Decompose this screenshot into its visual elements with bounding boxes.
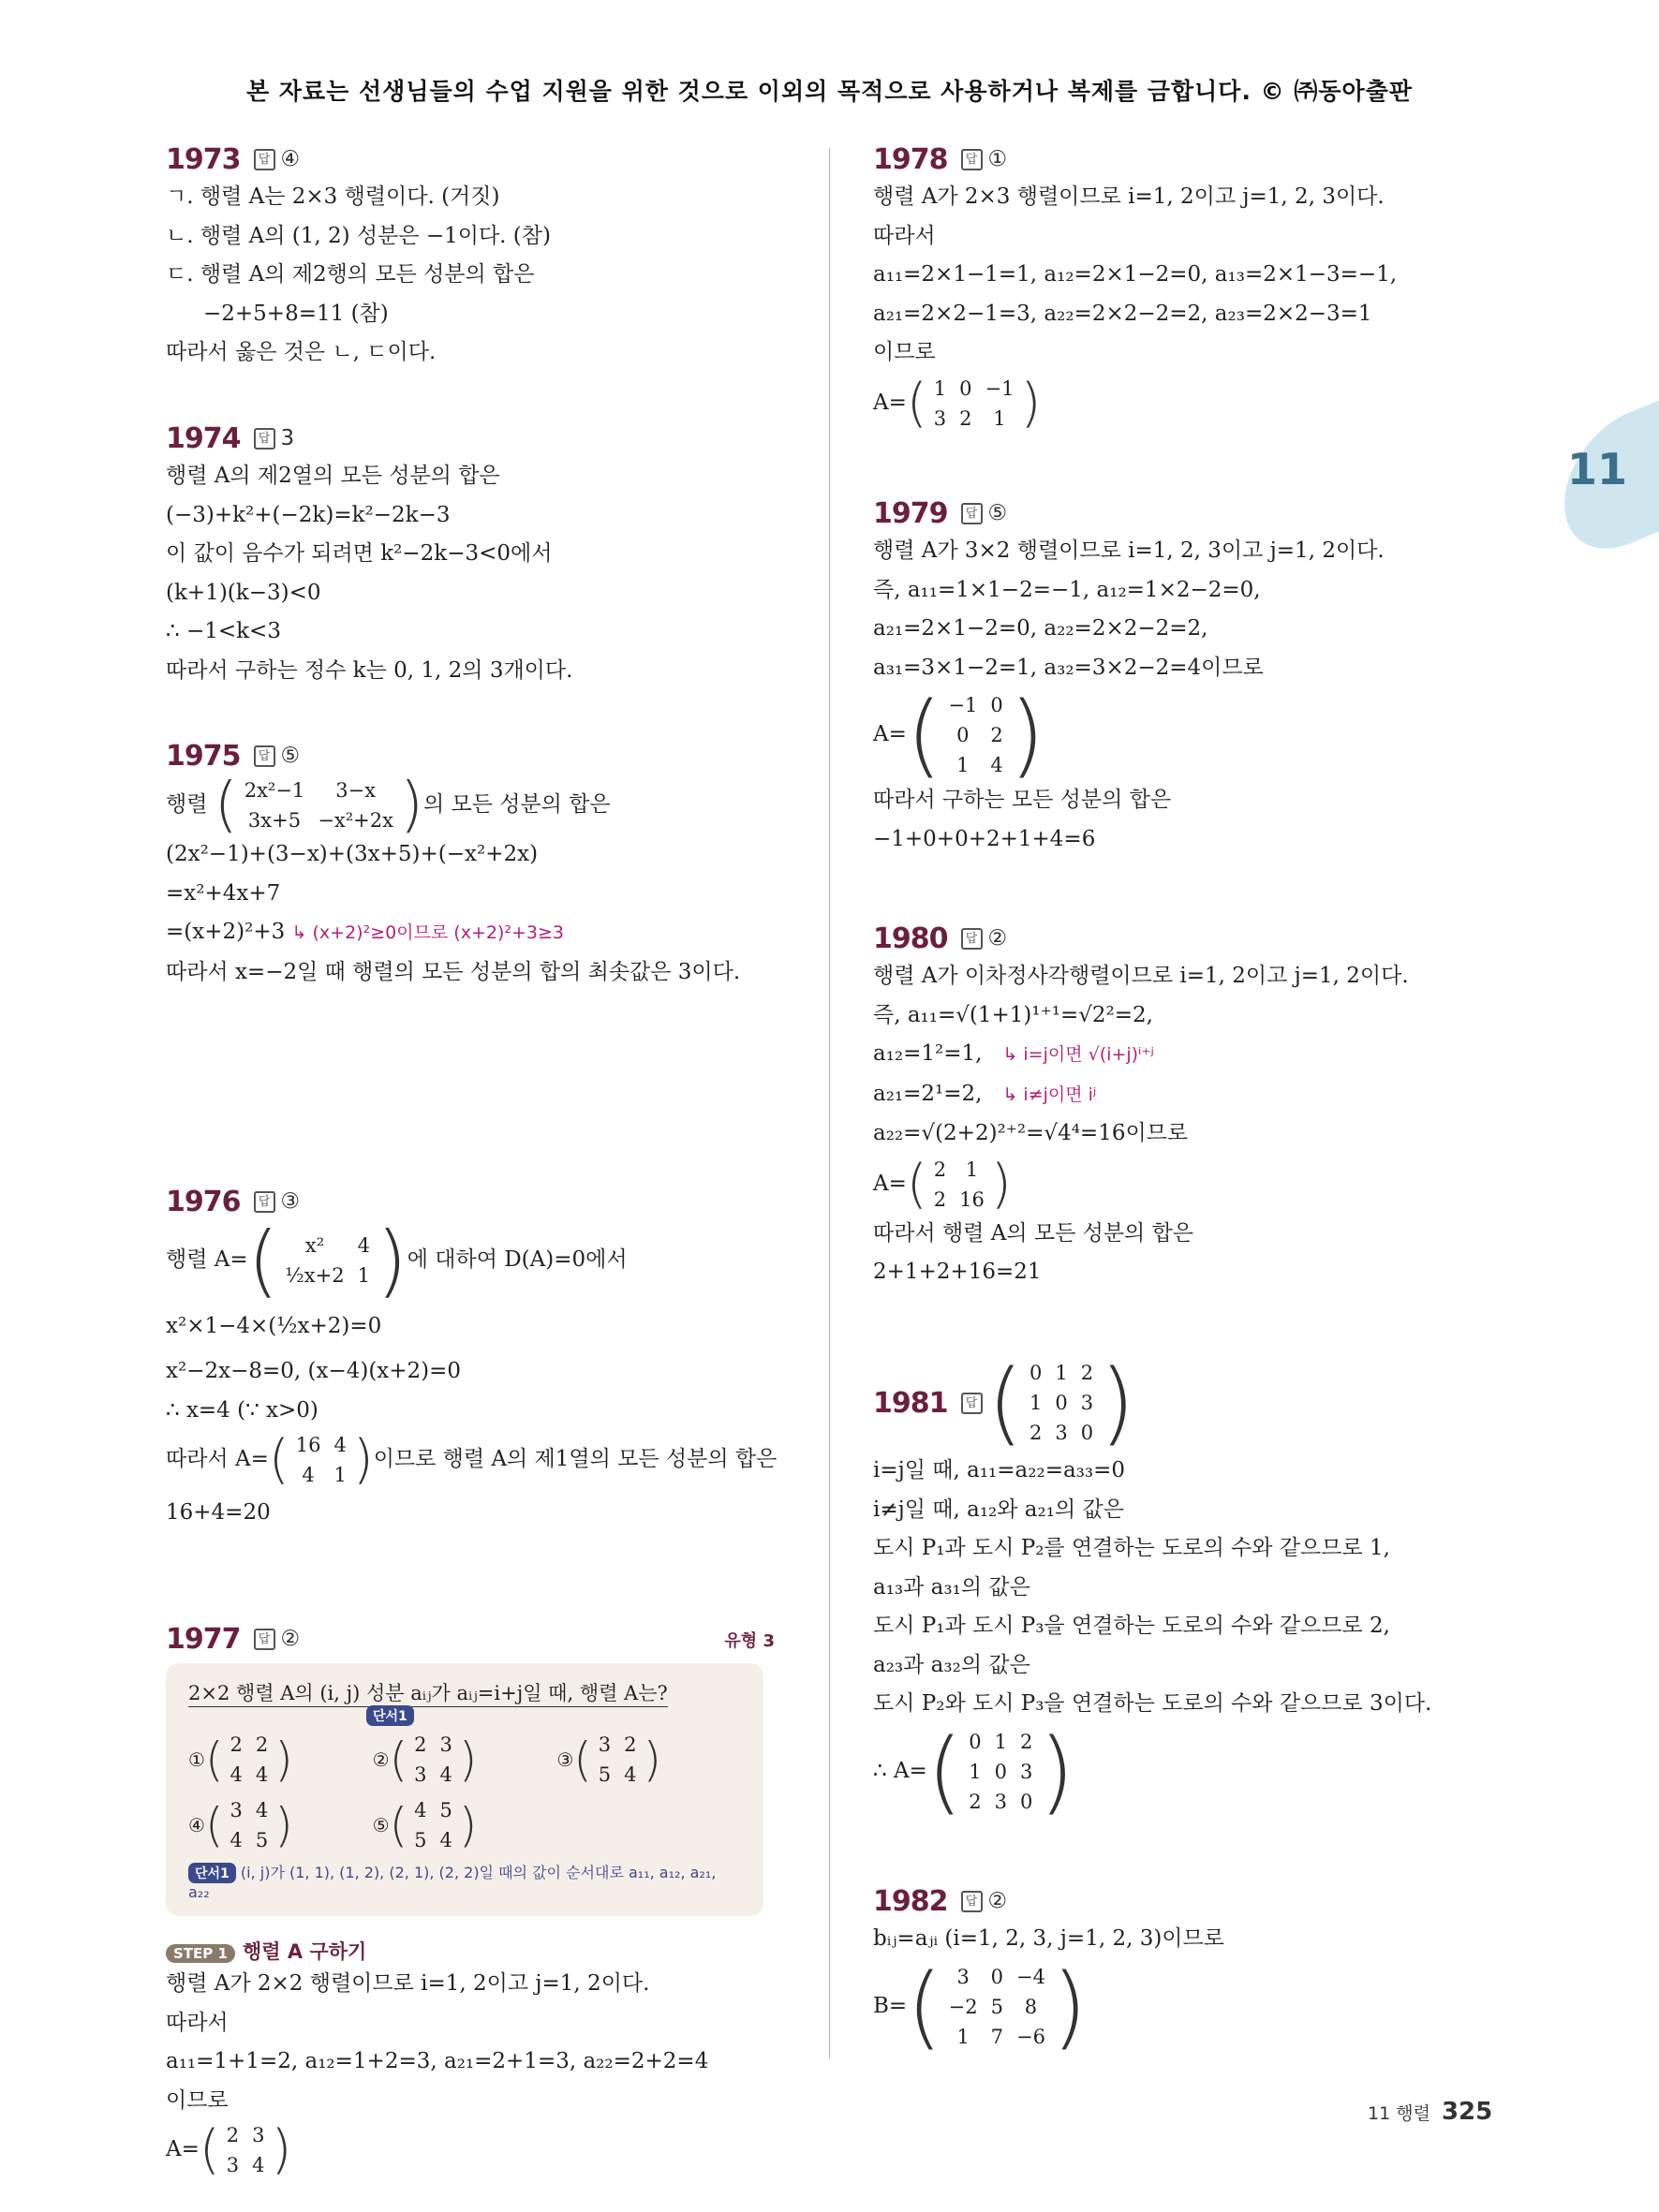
copyright-banner: 본 자료는 선생님들의 수업 지원을 위한 것으로 이외의 목적으로 사용하거나 복제를 금합니다. © ㈜동아출판 (246, 78, 1413, 105)
answer-icon: 답 (254, 1191, 275, 1213)
matrix-cell: 1 (933, 376, 947, 400)
matrix-cell: 4 (333, 1434, 347, 1456)
matrix-cell: 0 (1055, 1392, 1068, 1414)
choice-label: ④ (188, 1814, 205, 1836)
answer-icon: 답 (254, 745, 275, 767)
column-divider (829, 148, 830, 2058)
matrix-line (166, 2120, 784, 2180)
answer-value: ② (280, 1627, 301, 1651)
problem-1982 (873, 1882, 1473, 2059)
matrix-cell: 3 (414, 1763, 427, 1786)
matrix-cell: 3 (598, 1733, 612, 1756)
solution-line (873, 1035, 1473, 1075)
problem-1978 (873, 140, 1473, 434)
solution-line: 행렬 A가 2×3 행렬이므로 i=1, 2이고 j=1, 2, 3이다. (873, 184, 1385, 209)
matrix-cell: 1 (993, 406, 1006, 430)
answer-icon: 답 (961, 1891, 983, 1912)
side-note: ↳ i≠j이면 iʲ (1002, 1084, 1097, 1105)
matrix-cell: 5 (439, 1799, 452, 1821)
matrix-cell: 1 (357, 1264, 370, 1287)
solution-line: (2x²−1)+(3−x)+(3x+5)+(−x²+2x) (166, 842, 539, 866)
matrix-cell: 2 (1080, 1362, 1094, 1384)
matrix-cell: 2 (414, 1733, 427, 1756)
solution-line: 행렬 A가 2×2 행렬이므로 i=1, 2이고 j=1, 2이다. (166, 1971, 650, 1996)
problem-number: 1981 (873, 1386, 948, 1420)
matrix-cell: 0 (994, 1760, 1008, 1783)
matrix-cell: 2 (990, 724, 1003, 746)
matrix-cell: 0 (990, 1965, 1003, 1988)
solution-line: 따라서 구하는 모든 성분의 합은 (873, 788, 1172, 812)
question-box (166, 1663, 763, 1916)
solution-line: ㄷ. 행렬 A의 제2행의 모든 성분의 합은 (166, 262, 535, 287)
problem-1976 (166, 1183, 784, 1533)
matrix: ( 16 4 4 1 ) (268, 1429, 374, 1490)
matrix-cell: 16 (959, 1187, 985, 1211)
matrix-cell: 2 (230, 1733, 243, 1756)
solution-line: 즉, a₁₁=1×1−2=−1, a₁₂=1×2−2=0, (873, 577, 1261, 602)
matrix-cell: 0 (1080, 1422, 1094, 1444)
matrix-cell: 2 (624, 1733, 637, 1756)
solution-line: −1+0+0+2+1+4=6 (873, 826, 1096, 851)
problem-1977 (166, 1620, 784, 2180)
matrix-line (873, 683, 1473, 788)
clue-badge: 단서1 (366, 1705, 414, 1726)
matrix: ( 0 1 2 1 0 3 2 3 0 ) (926, 1718, 1074, 1824)
solution-line: ∴ −1<k<3 (166, 619, 281, 643)
solution-line: a₂₁=2×1−2=0, a₂₂=2×2−2=2, (873, 616, 1208, 641)
matrix-cell: 0 (959, 376, 972, 400)
matrix-cell: ½x+2 (285, 1264, 345, 1287)
matrix: ( 2 3 3 4 ) (199, 2119, 292, 2180)
problem-number: 1973 (166, 142, 241, 176)
problem-number: 1975 (166, 739, 241, 773)
choice-label: ① (188, 1748, 205, 1771)
answer-value: ④ (280, 147, 301, 171)
solution-line: ∴ x=4 (∵ x>0) (166, 1397, 318, 1423)
matrix-cell: 4 (230, 1763, 243, 1786)
solution-line: 따라서 옳은 것은 ㄴ, ㄷ이다. (166, 340, 437, 364)
matrix-cell: 3 (1080, 1392, 1094, 1414)
matrix-cell: 2 (969, 1790, 982, 1813)
matrix-cell: 1 (956, 754, 970, 776)
matrix: ( 2 2 4 4 ) (205, 1730, 293, 1790)
solution-line: 행렬 A가 이차정사각행렬이므로 i=1, 2이고 j=1, 2이다. (873, 964, 1409, 988)
problem-number: 1978 (873, 142, 948, 176)
matrix-cell: −4 (1015, 1965, 1045, 1988)
solution-line: x²−2x−8=0, (x−4)(x+2)=0 (166, 1359, 462, 1383)
matrix-cell: 4 (230, 1829, 243, 1851)
problem-header (873, 1350, 1473, 1455)
matrix-cell: 1 (969, 1760, 982, 1783)
matrix-cell: 2 (226, 2124, 240, 2146)
problem-1974 (166, 420, 784, 690)
solution-line: a₂₃과 a₃₂의 값은 (873, 1652, 1030, 1677)
matrix: ( 1 0 −1 3 2 1 ) (906, 372, 1042, 434)
text: a₁₂=1²=1, (873, 1041, 983, 1066)
choice-label: ⑤ (372, 1814, 390, 1836)
text: ∴ A= (873, 1758, 927, 1783)
problem-number: 1977 (166, 1622, 241, 1656)
matrix-cell: 1 (1055, 1362, 1068, 1384)
matrix-cell: 3 (230, 1799, 243, 1821)
solution-line: 이므로 (166, 2087, 229, 2113)
matrix-cell: 2 (255, 1733, 269, 1756)
answer-icon: 답 (254, 428, 275, 450)
solution-line: 2+1+2+16=21 (873, 1260, 1042, 1284)
answer-value: ③ (280, 1189, 301, 1214)
text: 의 모든 성분의 합은 (422, 792, 611, 817)
solution-line: a₂₂=√(2+2)²⁺²=√4⁴=16이므로 (873, 1121, 1189, 1145)
step-badge: STEP 1 (166, 1944, 235, 1963)
problem-1973 (166, 140, 784, 373)
matrix: ( 3 0 −4 −2 5 8 1 7 −6 ) (907, 1954, 1088, 2059)
answer-value: ② (987, 1889, 1008, 1913)
note-text: (x+2)²≥0이므로 (x+2)²+3≥3 (312, 922, 565, 943)
clue-badge: 단서1 (188, 1863, 236, 1883)
choice-label: ② (372, 1748, 390, 1771)
solution-line: a₂₁=2×2−1=3, a₂₂=2×2−2=2, a₂₃=2×2−3=1 (873, 301, 1372, 326)
problem-1981 (873, 1350, 1473, 1824)
matrix-cell: 4 (439, 1829, 452, 1851)
solution-line: i=j일 때, a₁₁=a₂₂=a₃₃=0 (873, 1458, 1126, 1482)
matrix-cell: 4 (252, 2154, 265, 2176)
answer-icon: 답 (254, 149, 275, 170)
problem-number: 1982 (873, 1884, 948, 1918)
solution-line: ㄱ. 행렬 A는 2×3 행렬이다. (거짓) (166, 184, 500, 209)
matrix-cell: 5 (414, 1829, 427, 1851)
solution-line: bᵢⱼ=aⱼᵢ (i=1, 2, 3, j=1, 2, 3)이므로 (873, 1926, 1224, 1951)
text: A= (873, 1171, 907, 1196)
matrix-line (166, 1430, 784, 1490)
solution-line: 따라서 (873, 223, 936, 248)
text: a₂₁=2¹=2, (873, 1081, 983, 1106)
matrix-cell: 0 (990, 694, 1003, 716)
solution-line: a₁₁=1+1=2, a₁₂=1+2=3, a₂₁=2+1=3, a₂₂=2+2=4 (166, 2049, 709, 2073)
answer-value: 3 (280, 426, 295, 450)
matrix-cell: 5 (255, 1829, 269, 1851)
text: 이므로 행렬 A의 제1열의 모든 성분의 합은 (373, 1447, 778, 1471)
matrix-cell: 2 (1029, 1422, 1043, 1444)
page-footer (1368, 2098, 1492, 2126)
matrix-cell: 3−x (335, 779, 377, 802)
choice-1 (188, 1730, 373, 1790)
matrix-cell: 0 (1029, 1362, 1043, 1384)
solution-line: x²×1−4×(½x+2)=0 (166, 1314, 382, 1338)
step-title: 행렬 A 구하기 (242, 1940, 367, 1963)
text: =(x+2)²+3 (166, 920, 286, 944)
answer-icon: 답 (961, 928, 983, 950)
text: B= (873, 1993, 908, 2018)
solution-line: (k+1)(k−3)<0 (166, 580, 321, 605)
matrix-cell: 4 (255, 1763, 269, 1786)
matrix-cell: x² (304, 1234, 325, 1257)
matrix-cell: 2 (1020, 1730, 1033, 1753)
matrix-cell: 8 (1024, 1995, 1038, 2018)
matrix-cell: 1 (965, 1158, 979, 1181)
problem-1979 (873, 494, 1473, 859)
solution-line: 도시 P₁과 도시 P₃을 연결하는 도로의 수와 같으므로 2, (873, 1614, 1390, 1638)
matrix: ( 4 5 5 4 ) (390, 1795, 478, 1855)
solution-line: 도시 P₁과 도시 P₂를 연결하는 도로의 수와 같으므로 1, (873, 1536, 1390, 1560)
text: 에 대하여 D(A)=0에서 (407, 1247, 628, 1272)
step-header (166, 1937, 784, 1965)
solution-line: −2+5+8=11 (참) (203, 301, 389, 326)
clue-hint (188, 1861, 741, 1901)
matrix-cell: 0 (1020, 1790, 1033, 1813)
answer-value: ① (987, 147, 1008, 171)
matrix: ( −1 0 0 2 1 4 ) (906, 683, 1045, 788)
matrix-cell: 2 (933, 1187, 947, 1211)
matrix-cell: 4 (414, 1799, 427, 1821)
matrix-cell: 1 (994, 1730, 1008, 1753)
problem-1980 (873, 920, 1473, 1292)
matrix: ( 2 1 2 16 ) (906, 1153, 1012, 1215)
problem-number: 1979 (873, 496, 948, 530)
matrix-cell: 3 (1020, 1760, 1033, 1783)
matrix-line (166, 771, 784, 840)
solution-line: =x²+4x+7 (166, 880, 281, 906)
matrix: ( 2 3 3 4 ) (390, 1730, 478, 1790)
matrix-cell: 4 (624, 1763, 637, 1786)
matrix: ( x² 4 ½x+2 1 ) (247, 1215, 407, 1306)
solution-line: 즉, a₁₁=√(1+1)¹⁺¹=√2²=2, (873, 1002, 1153, 1027)
footer-chapter: 11 행렬 (1368, 2103, 1430, 2124)
matrix-cell: 1 (956, 2025, 970, 2048)
solution-line (873, 1075, 1473, 1115)
choice-label: ③ (556, 1748, 574, 1771)
answer-icon: 답 (254, 1629, 275, 1650)
solution-line: i≠j일 때, a₁₂와 a₂₁의 값은 (873, 1497, 1124, 1522)
problem-number: 1974 (166, 421, 241, 455)
matrix-cell: 3 (956, 1965, 970, 1988)
matrix-cell: 3 (226, 2154, 240, 2176)
matrix-cell: 4 (990, 754, 1003, 776)
solution-line: 16+4=20 (166, 1500, 271, 1525)
matrix-cell: 3 (994, 1790, 1008, 1813)
note-text: i≠j이면 iʲ (1023, 1084, 1097, 1105)
solution-line: 이므로 (873, 340, 936, 364)
solution-line: 행렬 A의 제2열의 모든 성분의 합은 (166, 464, 500, 488)
solution-line: a₁₃과 a₃₁의 값은 (873, 1574, 1030, 1600)
problem-1975 (166, 737, 784, 992)
matrix: ( 3 2 5 4 ) (573, 1730, 661, 1790)
chapter-tab-number: 11 (1567, 444, 1628, 494)
solution-line: 따라서 구하는 정수 k는 0, 1, 2의 3개이다. (166, 657, 573, 683)
side-note: ↳ i=j이면 √(i+j)ⁱ⁺ʲ (1002, 1044, 1154, 1065)
choices (188, 1730, 741, 1855)
answer-value: ⑤ (987, 501, 1008, 525)
solution-line: 따라서 (166, 2010, 229, 2035)
answer-matrix: ( 0 1 2 1 0 3 2 3 0 ) (987, 1350, 1135, 1455)
text: A= (873, 390, 907, 415)
matrix-cell: −x²+2x (318, 809, 393, 832)
matrix-cell: 3 (252, 2124, 265, 2146)
answer-value: ⑤ (280, 744, 301, 768)
matrix-line (873, 373, 1473, 434)
problem-number: 1976 (166, 1185, 241, 1218)
matrix: ( 2x²−1 3−x 3x+5 −x²+2x ) (214, 771, 423, 840)
matrix-cell: 4 (357, 1234, 370, 1257)
choice-5 (373, 1795, 557, 1855)
solution-line: 이 값이 음수가 되려면 k²−2k−3<0에서 (166, 541, 553, 566)
answer-icon: 답 (961, 149, 983, 170)
answer-value: ② (987, 926, 1008, 951)
text: 따라서 A= (166, 1447, 269, 1471)
matrix-cell: 1 (333, 1464, 347, 1486)
matrix-cell: 16 (295, 1434, 321, 1456)
matrix-cell: 4 (302, 1464, 315, 1486)
solution-line: a₃₁=3×1−2=1, a₃₂=3×2−2=4이므로 (873, 655, 1264, 680)
solution-line: 도시 P₂와 도시 P₃을 연결하는 도로의 수와 같으므로 3이다. (873, 1691, 1432, 1716)
matrix-cell: 7 (990, 2025, 1003, 2048)
note-text: i=j이면 √(i+j)ⁱ⁺ʲ (1023, 1044, 1154, 1065)
matrix-line (166, 1215, 784, 1306)
solution-line: 행렬 A가 3×2 행렬이므로 i=1, 2, 3이고 j=1, 2이다. (873, 538, 1385, 563)
question-text: 2×2 행렬 A의 (i, j) 성분 aᵢⱼ가 aᵢⱼ=i+j일 때, 행렬 A는? (188, 1678, 668, 1707)
matrix-line (873, 1154, 1473, 1215)
answer-icon: 답 (961, 1393, 983, 1414)
solution-line: 따라서 행렬 A의 모든 성분의 합은 (873, 1220, 1193, 1246)
matrix-cell: 3 (1055, 1422, 1068, 1444)
choice-2 (373, 1730, 557, 1790)
problem-number: 1980 (873, 922, 948, 955)
choice-4 (188, 1795, 373, 1855)
text: A= (873, 722, 907, 746)
matrix-cell: −1 (948, 694, 978, 716)
matrix-cell: 2x²−1 (244, 779, 305, 802)
matrix-cell: 2 (933, 1158, 947, 1181)
matrix-cell: 1 (1029, 1392, 1043, 1414)
matrix-cell: 2 (959, 406, 972, 430)
solution-line: (−3)+k²+(−2k)=k²−2k−3 (166, 502, 451, 527)
type-tag: 유형 3 (724, 1631, 775, 1651)
matrix-cell: 3 (439, 1733, 452, 1756)
matrix-cell: 5 (598, 1763, 612, 1786)
hint-text: (i, j)가 (1, 1), (1, 2), (2, 1), (2, 2)일 때의 값이 순서대로 a₁₁, a₁₂, a₂₁, a₂₂ (188, 1864, 717, 1901)
matrix-line (873, 1954, 1473, 2059)
matrix-cell: 4 (255, 1799, 269, 1821)
solution-line (166, 913, 784, 953)
matrix-cell: −1 (985, 376, 1015, 400)
matrix-cell: 0 (956, 724, 970, 746)
matrix-cell: 4 (439, 1763, 452, 1786)
text: 행렬 A= (166, 1247, 248, 1272)
answer-icon: 답 (961, 503, 983, 524)
matrix-line (873, 1718, 1473, 1824)
side-note: ↳ (x+2)²≥0이므로 (x+2)²+3≥3 (291, 922, 565, 943)
solution-line: ㄴ. 행렬 A의 (1, 2) 성분은 −1이다. (참) (166, 223, 551, 248)
solution-line: 따라서 x=−2일 때 행렬의 모든 성분의 합의 최솟값은 3이다. (166, 959, 741, 984)
page-number: 325 (1441, 2098, 1493, 2126)
matrix: ( 3 4 4 5 ) (205, 1795, 293, 1855)
matrix-cell: −2 (948, 1995, 978, 2018)
text: A= (166, 2137, 200, 2161)
choice-3 (556, 1730, 741, 1790)
matrix-cell: 3 (933, 406, 947, 430)
matrix-cell: 5 (990, 1995, 1003, 2018)
matrix-cell: 3x+5 (247, 809, 302, 832)
text: 행렬 (166, 792, 208, 817)
solution-line: a₁₁=2×1−1=1, a₁₂=2×1−2=0, a₁₃=2×1−3=−1, (873, 262, 1398, 287)
matrix-cell: 0 (969, 1730, 982, 1753)
matrix-cell: −6 (1015, 2025, 1045, 2048)
